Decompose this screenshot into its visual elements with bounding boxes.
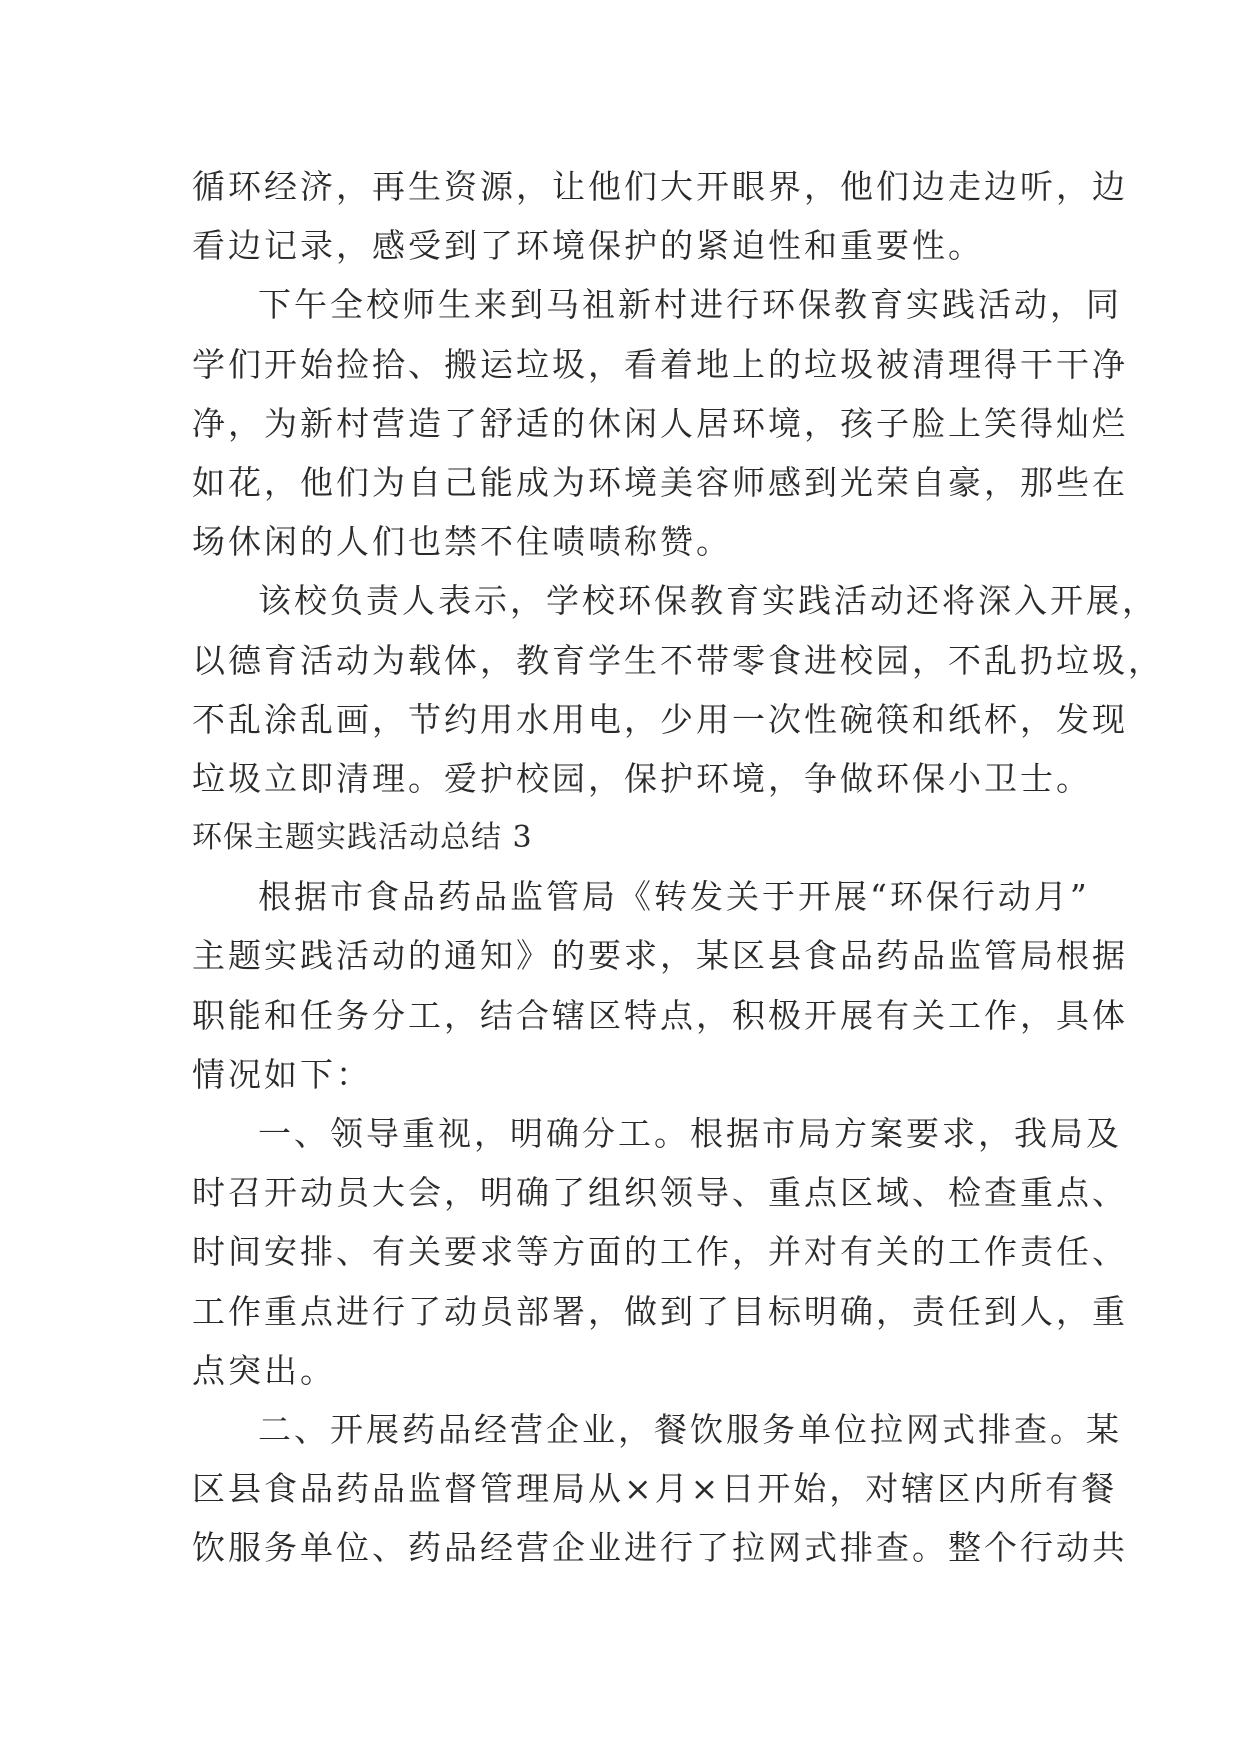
body-text-line: 区县食品药品监督管理局从×月×日开始，对辖区内所有餐 [192,1469,1118,1509]
body-text-line: 工作重点进行了动员部署，做到了目标明确，责任到人，重 [192,1291,1128,1331]
document-body [192,157,1164,1578]
body-text-line: 不乱涂乱画，节约用水用电，少用一次性碗筷和纸杯，发现 [192,699,1128,739]
section-heading: 环保主题实践活动总结 3 [192,820,533,856]
paragraph-first-line: 一、领导重视，明确分工。根据市局方案要求，我局及 [258,1114,1122,1153]
body-text-line: 饮服务单位、药品经营企业进行了拉网式排查。整个行动共 [192,1528,1128,1568]
body-text-line: 循环经济，再生资源，让他们大开眼界，他们边走边听，边 [192,167,1128,206]
paragraph-first-line: 二、开展药品经营企业，餐饮服务单位拉网式排查。某 [258,1409,1122,1449]
body-text-line: 学们开始捡拾、搬运垃圾，看着地上的垃圾被清理得干干净 [192,344,1128,384]
body-text-line: 时间安排、有关要求等方面的工作，并对有关的工作责任、 [192,1232,1128,1272]
body-text-line: 看边记录，感受到了环境保护的紧迫性和重要性。 [192,226,984,266]
paragraph-first-line: 该校负责人表示，学校环保教育实践活动还将深入开展， [258,581,1158,621]
body-text-line: 点突出。 [192,1350,336,1390]
body-text-line: 净，为新村营造了舒适的休闲人居环境，孩子脸上笑得灿烂 [192,403,1128,443]
body-text-line: 情况如下： [192,1054,372,1094]
body-text-line: 如花，他们为自己能成为环境美容师感到光荣自豪，那些在 [192,462,1128,502]
body-text-line: 主题实践活动的通知》的要求，某区县食品药品监管局根据 [192,936,1128,976]
paragraph-first-line: 下午全校师生来到马祖新村进行环保教育实践活动，同 [258,285,1122,325]
body-text-line: 职能和任务分工，结合辖区特点，积极开展有关工作，具体 [192,995,1128,1035]
body-text-line: 场休闲的人们也禁不住啧啧称赞。 [192,522,732,562]
body-text-line: 以德育活动为载体，教育学生不带零食进校园，不乱扔垃圾， [192,640,1164,680]
body-text-line: 时召开动员大会，明确了组织领导、重点区域、检查重点、 [192,1173,1128,1213]
body-text-line: 垃圾立即清理。爱护校园，保护环境，争做环保小卫士。 [192,758,1092,798]
paragraph-first-line: 根据市食品药品监管局《转发关于开展“环保行动月” [258,877,1090,917]
